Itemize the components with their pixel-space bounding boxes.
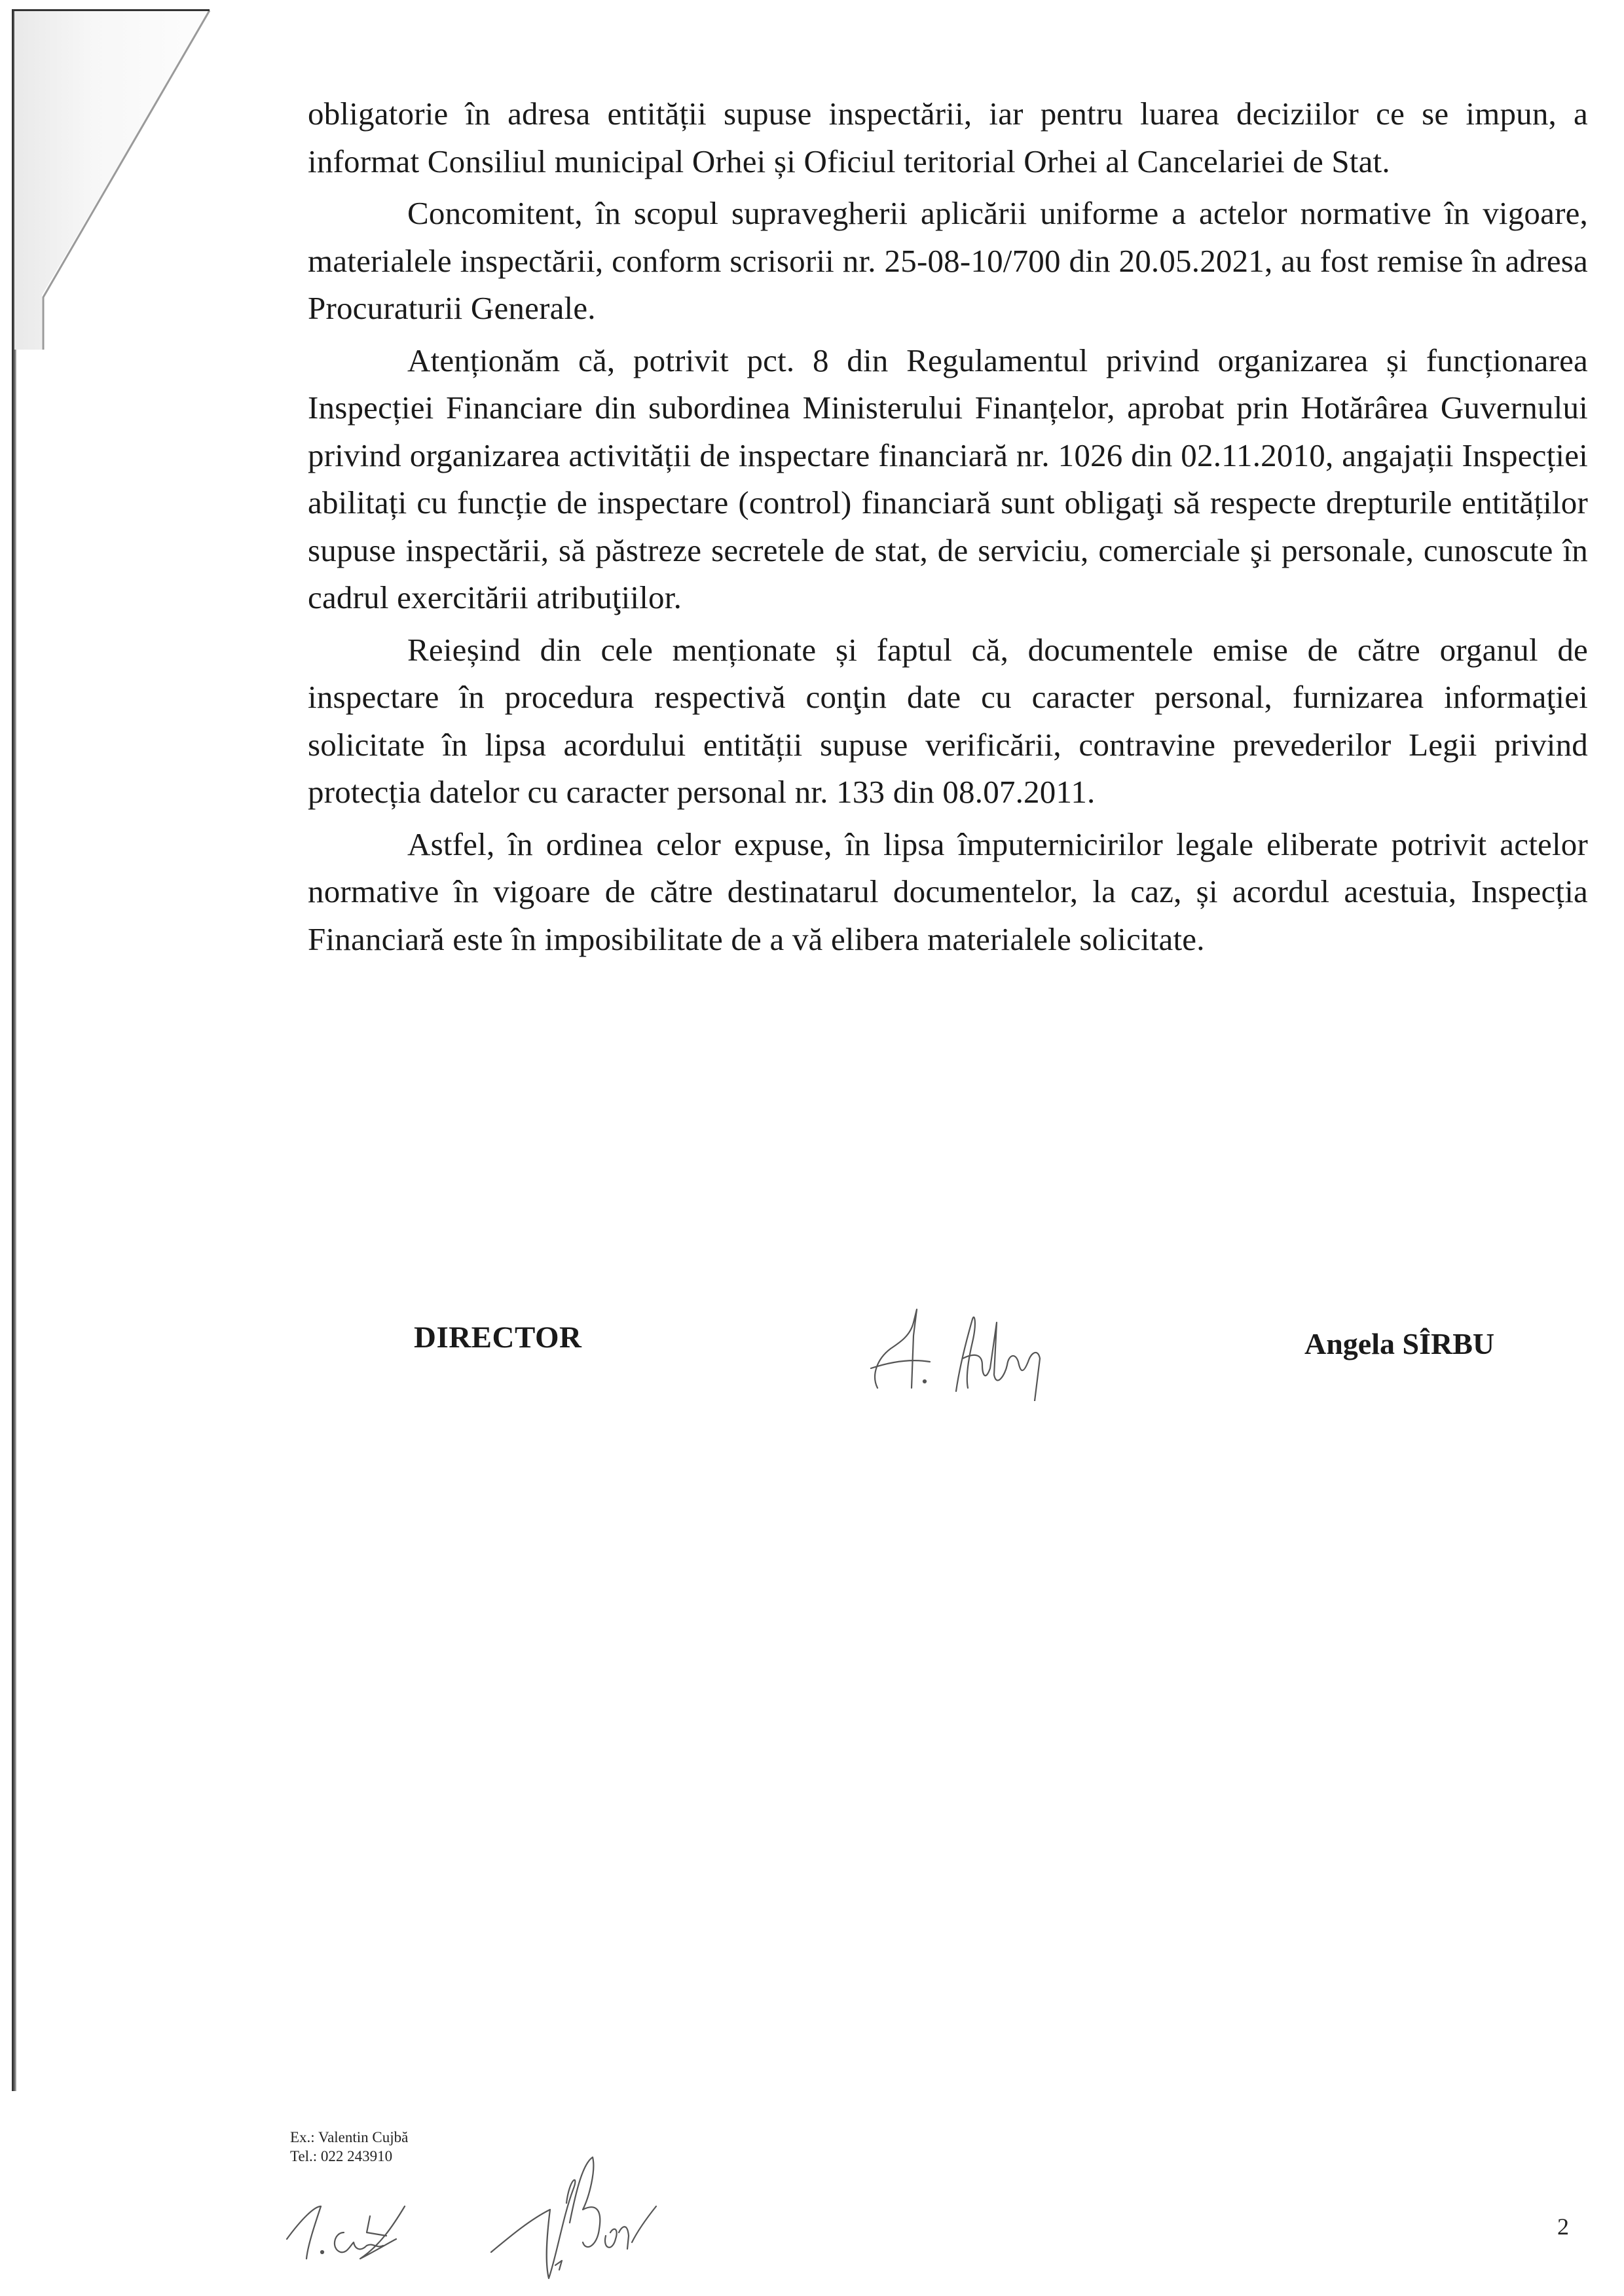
signatory-name: Angela SÎRBU bbox=[1304, 1327, 1495, 1360]
signatory-role: DIRECTOR bbox=[414, 1321, 582, 1355]
paragraph-personal-data: Reieșind din cele menționate și faptul că, documentele emise de către organul de inspectare în procedura respectivă conţin date cu caracter personal, furnizarea informaţiei solicitate în lipsa acordului entității supuse verificării, contravine prevederilor Legii privind protecția datelor cu caracter personal nr. 133 din 08.07.2011. bbox=[308, 631, 1588, 810]
page-number: 2 bbox=[1557, 2214, 1569, 2240]
letter-body bbox=[308, 90, 1588, 968]
executor-phone: Tel.: 022 243910 bbox=[290, 2148, 393, 2164]
paragraph-confidentiality-obligation: Atenționăm că, potrivit pct. 8 din Regulamentul privind organizarea și funcționarea Inspecției Financiare din subordinea Ministerului Finanțelor, aprobat prin Hotărârea Guvernului privind organizarea activității de inspectare financiară nr. 1026 din 02.11.2010, angajații Inspecției abilitați cu funcție de inspectare (control) financiară sunt obligaţi să respecte drepturile entităților supuse inspectării, să păstreze secretele de stat, de serviciu, comerciale şi personale, cunoscute în cadrul exercitării atribuţiilor. bbox=[308, 342, 1588, 615]
folded-corner-edge bbox=[14, 9, 211, 350]
handwritten-signature-icon bbox=[851, 1296, 1126, 1401]
paragraph-continuation: obligatorie în adresa entității supuse inspectării, iar pentru luarea deciziilor ce se impun, a informat Consiliul municipal Orhei și Oficiul teritorial Orhei al Cancelariei de Stat. bbox=[308, 96, 1588, 179]
paragraph-conclusion: Astfel, în ordinea celor expuse, în lipsa împuternicirilor legale eliberate potrivit actelor normative în vigoare de către destinatarul documentelor, la caz, și acordul acestuia, Inspecția Financiară este în imposibilitate de a vă elibera materialele solicitate. bbox=[308, 826, 1588, 957]
executor-signature-icon bbox=[282, 2187, 465, 2272]
paragraph-prosecutor-referral: Concomitent, în scopul supravegherii aplicării uniforme a actelor normative în vigoare, materialele inspectării, conform scrisorii nr. 25-08-10/700 din 20.05.2021, au fost remise în adresa Procuraturii Generale. bbox=[308, 195, 1588, 326]
executor-info bbox=[290, 2128, 408, 2166]
signature-block bbox=[0, 1303, 1624, 1394]
folded-corner-top-edge bbox=[13, 9, 210, 11]
executor-name: Ex.: Valentin Cujbă bbox=[290, 2129, 409, 2145]
approval-signature-icon bbox=[485, 2144, 707, 2288]
